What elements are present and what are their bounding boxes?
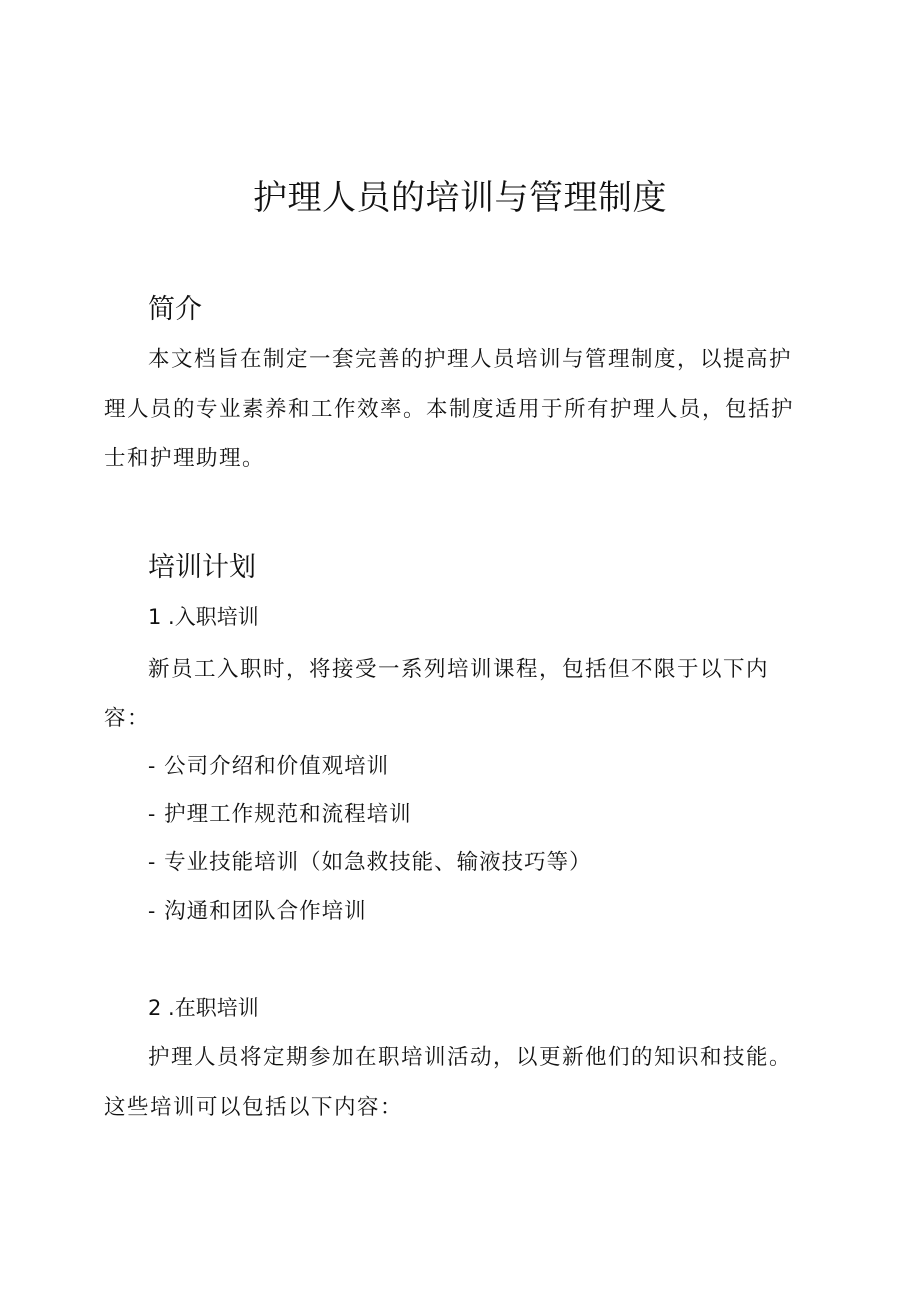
onboarding-line-2: 容： [104, 706, 151, 731]
in-service-heading: 2 .在职培训 [148, 996, 259, 1020]
list-item: - 护理工作规范和流程培训 [148, 802, 412, 827]
in-service-line-1: 护理人员将定期参加在职培训活动，以更新他们的知识和技能。 [148, 1045, 793, 1070]
intro-line-1: 本文档旨在制定一套完善的护理人员培训与管理制度，以提高护 [148, 347, 793, 372]
intro-line-2: 理人员的专业素养和工作效率。本制度适用于所有护理人员，包括护 [104, 397, 795, 422]
onboarding-heading: 1 .入职培训 [148, 605, 259, 629]
intro-heading: 简介 [148, 294, 202, 325]
in-service-line-2: 这些培训可以包括以下内容： [104, 1095, 404, 1120]
intro-line-3: 士和护理助理。 [104, 446, 266, 471]
onboarding-line-1: 新员工入职时，将接受一系列培训课程，包括但不限于以下内 [148, 657, 770, 682]
list-item: - 公司介绍和价值观培训 [148, 754, 390, 779]
training-plan-heading: 培训计划 [148, 552, 256, 583]
list-item: - 沟通和团队合作培训 [148, 899, 367, 924]
document-title: 护理人员的培训与管理制度 [253, 178, 667, 218]
list-item: - 专业技能培训（如急救技能、输液技巧等） [148, 850, 592, 875]
